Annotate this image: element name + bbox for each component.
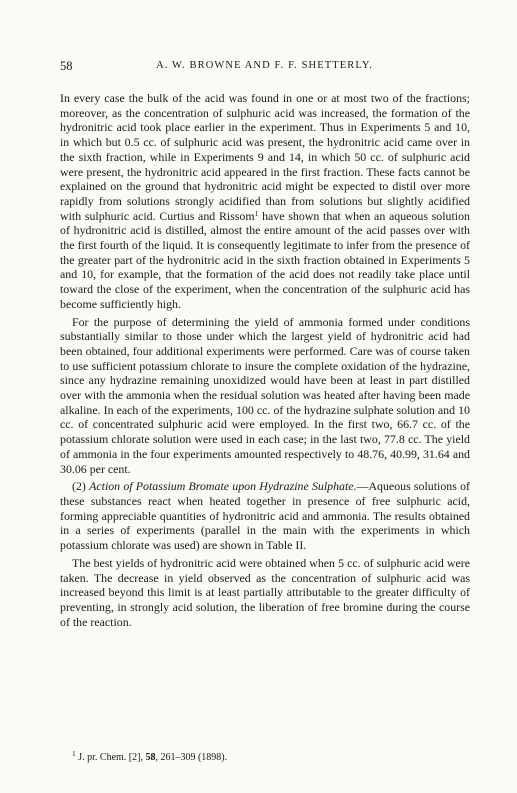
page-number: 58 <box>60 59 73 73</box>
section-number: (2) <box>72 479 86 494</box>
footnote-pages: , 261–309 (1898). <box>155 752 228 763</box>
running-head: A. W. BROWNE AND F. F. SHETTERLY. <box>156 60 373 71</box>
paragraph-1 <box>60 91 470 312</box>
section-title: Action of Potassium Bromate upon Hydrazine Sulphate. <box>89 479 357 494</box>
footnote-reference: 1 <box>254 208 259 218</box>
paragraph-3-text: —Aqueous solutions of these substances react when heated together in presence of free sulphuric acid, forming appreciable quantities of hydronitric acid and ammonia. The results obtained in a series of experiments (parallel in the main with the experiments in which potassium chlorate was used) are shown in Table II. <box>60 479 470 553</box>
body-text <box>60 91 470 629</box>
footnote <box>72 749 472 764</box>
footnote-journal: J. pr. Chem. [2], <box>78 752 146 763</box>
paragraph-2: For the purpose of determining the yield of ammonia formed under conditions substantially similar to those under which the largest yield of hydronitric acid had been obtained, four additional experiments were performed. Care was of course taken to use sufficient potassium chlorate to insure the complete oxidation of the hydrazine, since any hydrazine remaining unoxidized would have been at least in part distilled over with the ammonia when the residual solution was heated after having been made alkaline. In each of the experiments, 100 cc. of the hydrazine sulphate solution and 10 cc. of concentrated sulphuric acid were employed. In the first two, 66.7 cc. of the potassium chlorate solution were used in each case; in the last two, 77.8 cc. The yield of ammonia in the four experiments amounted respectively to 48.76, 40.99, 31.64 and 30.06 per cent. <box>60 314 470 476</box>
paragraph-1-text-a: In every case the bulk of the acid was found in one or at most two of the fractions; moreover, as the concentration of sulphuric acid was increased, the formation of the hydronitric acid took place earlier in the experiment. Thus in Experiments 5 and 10, in which but 0.5 cc. of sulphuric acid was present, the hydronitric acid came over in the sixth fraction, while in Experiments 9 and 14, in which 50 cc. of sulphuric acid were present, the hydronitric acid appeared in the first fraction. These facts cannot be explained on the ground that hydronitric acid might be expected to distil over more rapidly from solutions strongly acidified than from solutions but slightly acidified with sulphuric acid. Curtius and Rissom <box>60 91 470 223</box>
paragraph-3 <box>60 479 470 553</box>
footnote-volume: 58 <box>145 752 156 763</box>
paragraph-4: The best yields of hydronitric acid were obtained when 5 cc. of sulphuric acid were taken. The decrease in yield observed as the concentration of sulphuric acid was increased beyond this limit is at least partially attributable to the greater difficulty of preventing, in strongly acid solution, the liberation of free bromine during the course of the reaction. <box>60 555 470 629</box>
page-header <box>60 59 469 75</box>
paragraph-1-text-b: have shown that when an aqueous solution of hydronitric acid is distilled, almost the entire amount of the acid passes over with the first fourth of the liquid. It is consequently legitimate to infer from the presence of the greater part of the hydronitric acid in the sixth fraction obtained in Experiments 5 and 10, for example, that the formation of the acid does not readily take place until toward the close of the experiment, when the concentration of the sulphuric acid has become sufficiently high. <box>60 208 470 311</box>
footnote-mark: 1 <box>72 749 76 758</box>
